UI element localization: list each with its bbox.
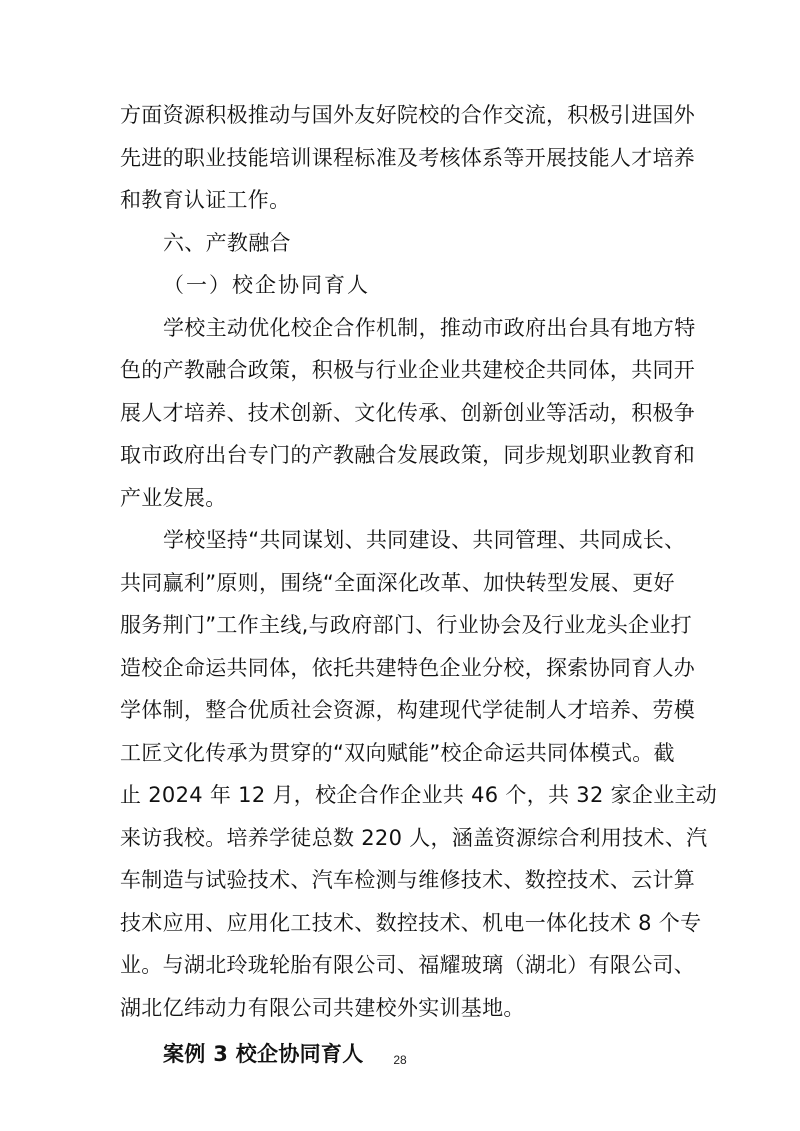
- paragraph-1: [120, 307, 715, 520]
- text-line: 和教育认证工作。: [120, 188, 291, 212]
- case-heading: 案例 3 校企协同育人: [163, 1042, 364, 1066]
- paragraph-2: [120, 519, 718, 1029]
- text-line: 先进的职业技能培训课程标准及考核体系等开展技能人才培养: [120, 145, 696, 170]
- text-line: 技术应用、应用化工技术、数控技术、机电一体化技术 8 个专: [120, 910, 702, 935]
- text-line: 止 2024 年 12 月，校企合作企业共 46 个，共 32 家企业主动: [120, 783, 718, 807]
- text-line: 方面资源积极推动与国外友好院校的合作交流，积极引进国外: [120, 103, 696, 127]
- text-line: 色的产教融合政策，积极与行业企业共建校企共同体，共同开: [120, 358, 696, 382]
- text-line: 展人才培养、技术创新、文化传承、创新创业等活动，积极争: [120, 400, 696, 425]
- text-line: 取市政府出台专门的产教融合发展政策，同步规划职业教育和: [120, 443, 696, 467]
- text-line: 服务荆门”工作主线,与政府部门、行业协会及行业龙头企业打: [120, 613, 692, 637]
- paragraph-intro: [120, 94, 715, 222]
- section-heading: 六、产教融合: [163, 230, 291, 255]
- text-line: 工匠文化传承为贯穿的“双向赋能”校企命运共同体模式。截: [120, 740, 675, 765]
- text-line: 学体制，整合优质社会资源，构建现代学徒制人才培养、劳模: [120, 698, 696, 722]
- text-line: 学校主动优化校企合作机制，推动市政府出台具有地方特: [163, 315, 696, 340]
- text-line: 共同赢利”原则，围绕“全面深化改革、加快转型发展、更好: [120, 570, 675, 595]
- text-line: 来访我校。培养学徒总数 220 人，涵盖资源综合利用技术、汽: [120, 825, 708, 850]
- page-content: [120, 94, 718, 1076]
- text-line: 车制造与试验技术、汽车检测与维修技术、数控技术、云计算: [120, 868, 696, 892]
- text-line: 湖北亿纬动力有限公司共建校外实训基地。: [120, 995, 525, 1020]
- page-number: 28: [393, 1053, 407, 1067]
- text-line: 产业发展。: [120, 485, 227, 510]
- subsection-heading: （一）校企协同育人: [163, 273, 370, 297]
- text-line: 学校坚持“共同谋划、共同建设、共同管理、共同成长、: [163, 528, 686, 552]
- text-line: 造校企命运共同体，依托共建特色企业分校，探索协同育人办: [120, 655, 696, 680]
- text-line: 业。与湖北玲珑轮胎有限公司、福耀玻璃（湖北）有限公司、: [120, 953, 696, 977]
